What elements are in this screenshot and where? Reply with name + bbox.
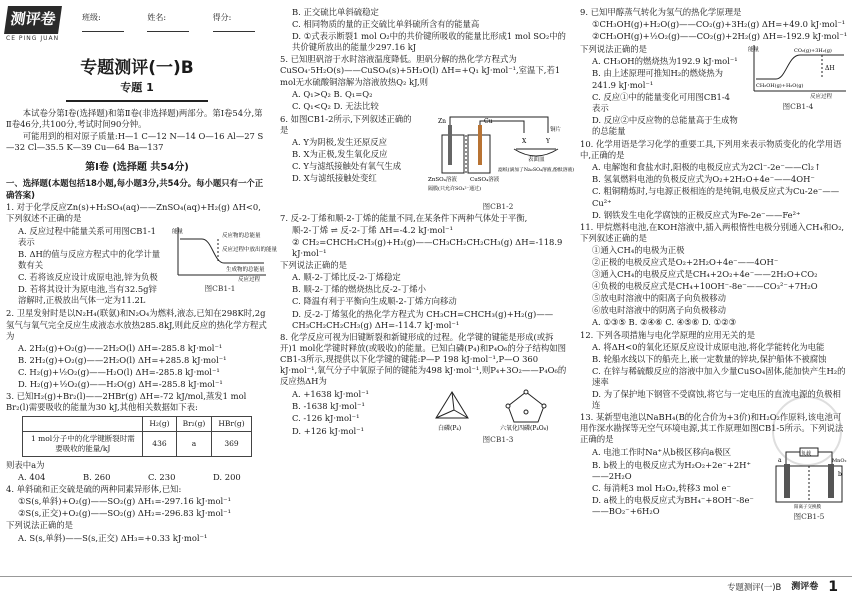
fig1-axis-energy: 能量 — [172, 228, 184, 235]
question-6-stem: 6. 如图CB1-2所示,下列叙述正确的是 — [280, 113, 412, 135]
question-7-ask: 下列说法正确的是 — [280, 260, 347, 271]
question-13-option-d: D. a极上的电极反应式为BH₄⁻+8OH⁻-8e⁻——BO₂⁻+6H₂O — [592, 494, 754, 516]
question-9-option-c: C. 反应①中的能量变化可用图CB1-4表示 — [592, 91, 730, 113]
question-13-option-c: C. 每消耗3 mol H₂O₂,转移3 mol e⁻ — [592, 482, 731, 493]
fig5-label-b: b — [838, 471, 842, 479]
question-7-eq-2: ② CH₂=CHCH₂CH₃(g)+H₂(g)——CH₃CH₂CH₂CH₃(g) ΔH=-118.9 kJ·mol⁻¹ — [292, 237, 563, 259]
fig2-label-cu: Cu — [484, 117, 493, 125]
fig5-label-a: a — [778, 457, 782, 465]
column-right — [580, 6, 848, 576]
question-8-stem: 8. 化学反应可视为旧键断裂和新键形成的过程。化学键的键能是形成(或拆开)1 mol化学键时释放(或吸收)的能量。已知白磷(P₄)和P₄O₆的分子结构如图CB1-3所示,现提供以下化学键的键能:P—P 198 kJ·mol⁻¹,P—O 360 kJ·mol⁻¹,氧气分子中氧原子间的键能为498 kJ·mol⁻¹,则P₄+3O₂——P₄O₆的反应热ΔH为 — [280, 331, 567, 387]
question-12-option-b: B. 轮船水线以下的船壳上,嵌一定数量的锌块,保护船体不被腐蚀 — [592, 353, 827, 364]
fig2-label-filter-paper: 滤纸(滴加了Na₂SO₄溶液,酚酞溶液) — [498, 167, 575, 173]
question-2-option-d: D. H₂(g)+½O₂(g)——H₂O(g) ΔH=-285.8 kJ·mol⁻¹ — [18, 379, 223, 390]
question-3-ask: 则表中a为 — [6, 459, 45, 470]
question-3-option-c: C. 230 — [148, 472, 176, 483]
header — [6, 6, 268, 43]
question-8-option-d: D. +126 kJ·mol⁻¹ — [292, 425, 364, 436]
figure-caption: 图CB1-1 — [204, 283, 236, 293]
question-7-stem: 7. 反-2-丁烯和顺-2-丁烯的能量不同,在某条件下两种气体处于平衡, — [280, 212, 528, 223]
question-2-stem: 2. 卫星发射时是以N₂H₄(联氨)和N₂O₄为燃料,液态,已知在298K时,2g氢气与氧气完全反应生成液态水放热285.8kJ,则此反应的热化学方程式为 — [6, 308, 267, 341]
question-9-ask: 下列说法正确的是 — [580, 44, 647, 55]
figure-cb1-1 — [172, 225, 278, 308]
question-3-stem: 3. 已知H₂(g)+Br₂(l)——2HBr(g) ΔH=-72 kJ/mol,蒸发1 mol Br₂(l)需要吸收的能量为30 kJ,其他相关数据如下表: — [6, 391, 247, 413]
question-7-eq-1: 顺-2-丁烯 ⇌ 反-2-丁烯 ΔH=-4.2 kJ·mol⁻¹ — [292, 224, 453, 235]
figure-cb1-4 — [748, 43, 848, 138]
question-12-option-d: D. 为了保护地下钢管不受腐蚀,将它与一定电压的直流电源的负极相连 — [592, 389, 841, 411]
figure-caption: 图CB1-4 — [782, 102, 814, 112]
column-middle — [280, 6, 575, 576]
fig5-label-load: 负载 — [801, 451, 812, 458]
question-4-ask: 下列说法正确的是 — [6, 520, 73, 531]
question-9-option-d: D. 反应②中反应物的总能量高于生成物的总能量 — [592, 114, 738, 136]
fig2-label-membrane: 隔膜(只允许SO₄²⁻通过) — [428, 185, 482, 192]
page-subtitle: 专题 1 — [120, 81, 154, 95]
fig1-label-released: 反应过程中放出的能量 — [222, 246, 278, 253]
question-11-options: A. ①③⑤ B. ②④⑥ C. ④⑤⑥ D. ①②③ — [592, 317, 737, 328]
fig3-label-p4o6: 六氧化四磷(P₄O₆) — [500, 425, 549, 433]
question-7-option-b: B. 顺-2-丁烯的燃烧热比反-2-丁烯小 — [292, 284, 426, 295]
question-6-option-a: A. Y为阴极,发生还原反应 — [292, 137, 387, 148]
table-cell: 436 — [143, 432, 176, 457]
question-13-stem: 13. 某新型电池以NaBH₄(B的化合价为+3价)和H₂O₂作原料,该电池可用作深水勘探等无空气环境电源,其工作原理如图CB1-5所示。下列说法正确的是 — [580, 412, 844, 445]
logo-subtitle: CE PING JUAN — [6, 35, 60, 42]
question-13-option-a: A. 电池工作时Na⁺从b极区移向a极区 — [592, 447, 731, 458]
question-4-option-d: D. ①式表示断裂1 mol O₂中的共价键所吸收的能量比形成1 mol SO₂中的共价键所放出的能量少297.16 kJ — [292, 31, 566, 53]
fig2-label-dish: 表面皿 — [528, 156, 545, 163]
question-2-option-b: B. 2H₂(g)+O₂(g)——2H₂O(l) ΔH=+285.8 kJ·mol⁻¹ — [18, 354, 227, 365]
page-number: 1 — [828, 579, 838, 596]
question-1-option-b: B. ΔH的值与反应方程式中的化学计量数有关 — [18, 248, 161, 271]
watermark-seal — [772, 396, 842, 466]
fig1-axis-process: 反应过程 — [238, 276, 261, 283]
fig2-label-x: X — [522, 137, 527, 145]
question-11-item-6: ⑥放电时溶液中的阴离子向负极移动 — [592, 305, 726, 316]
fig5-label-mno2: MnO₂ — [832, 458, 847, 465]
fig2-label-zn: Zn — [438, 117, 447, 125]
question-8-option-c: C. -126 kJ·mol⁻¹ — [292, 413, 360, 424]
question-12-option-c: C. 在锌与稀硫酸反应的溶液中加入少量CuSO₄固体,能加快产生H₂的速率 — [592, 365, 846, 387]
question-5-options-ab: A. Q₁>Q₂ B. Q₁=Q₂ — [292, 88, 373, 99]
table-head-cell: HBr(g) — [212, 417, 251, 432]
table-head-cell: H₂(g) — [143, 417, 176, 432]
question-6-option-b: B. X为正极,发生氧化反应 — [292, 149, 388, 160]
question-12-stem: 12. 下列各项措施与电化学原理的应用无关的是 — [580, 329, 756, 340]
fig2-label-copper-sheet: 铜片 — [550, 126, 562, 133]
fig2-label-znso4: ZnSO₄溶液 — [428, 176, 457, 183]
question-5-options-cd: C. Q₁<Q₂ D. 无法比较 — [292, 100, 379, 111]
question-7-option-a: A. 顺-2-丁烯比反-2-丁烯稳定 — [292, 272, 401, 283]
student-info-fields — [82, 13, 268, 36]
fig4-axis-energy: 能量 — [748, 47, 760, 54]
fig1-label-products: 生成物的总能量 — [226, 266, 265, 273]
question-6-option-d: D. X与滤纸接触处变红 — [292, 173, 377, 184]
question-1-option-a: A. 反应过程中能量关系可用图CB1-1表示 — [18, 225, 156, 247]
question-7-option-d: D. 反-2-丁烯氢化的热化学方程式为 CH₃CH=CHCH₃(g)+H₂(g)——CH₃CH₂CH₂CH₃(g) ΔH=-114.7 kJ·mol⁻¹ — [292, 308, 554, 330]
table-cell: 1 mol分子中的化学键断裂时需要吸收的能量/kJ — [23, 432, 143, 457]
footer-brand: 测评卷 — [791, 581, 819, 592]
bond-energy-table — [22, 416, 251, 457]
fig4-axis-process: 反应过程 — [810, 94, 833, 101]
fig4-label-dh: ΔH — [825, 65, 835, 73]
question-11-item-4: ④负极的电极反应式是CH₄+10OH⁻-8e⁻——CO₃²⁻+7H₂O — [592, 281, 818, 292]
fig2-label-y: Y — [546, 137, 550, 145]
question-13-option-b: B. b极上的电极反应式为H₂O₂+2e⁻+2H⁺——2H₂O — [592, 459, 751, 481]
fig1-label-reactants: 反应物的总能量 — [222, 232, 261, 239]
question-3-option-a: A. 404 — [18, 472, 46, 483]
question-11-item-3: ③通入CH₄的电极反应式是CH₄+2O₂+4e⁻——2H₂O+CO₂ — [592, 269, 818, 280]
question-9-option-b: B. 由上述原理可推知H₂的燃烧热为241.9 kJ·mol⁻¹ — [592, 68, 724, 90]
question-8-option-a: A. +1638 kJ·mol⁻¹ — [292, 389, 369, 400]
question-11-stem: 11. 甲烷燃料电池,在KOH溶液中,插入两根惰性电极分别通入CH₄和O₂,下列叙述正确的是 — [580, 221, 845, 243]
figure-cb1-3 — [428, 388, 568, 445]
page-footer — [0, 576, 852, 598]
question-4-eq-1: ①S(s,单斜)+O₂(g)——SO₂(g) ΔH₁=-297.16 kJ·mol⁻¹ — [18, 496, 231, 507]
question-4-option-a: A. S(s,单斜)——S(s,正交) ΔH₃=+0.33 kJ·mol⁻¹ — [18, 532, 208, 543]
fig2-label-cuso4: CuSO₄溶液 — [470, 176, 500, 183]
section-note: 一、选择题(本题包括18小题,每小题3分,共54分。每小题只有一个正确答案) — [6, 178, 264, 200]
question-1-stem: 1. 对于化学反应Zn(s)+H₂SO₄(aq)——ZnSO₄(aq)+H₂(g) ΔH<0,下列叙述不正确的是 — [6, 201, 261, 223]
name-field: 姓名: — [147, 13, 202, 36]
question-3-option-d: D. 200 — [213, 472, 241, 483]
question-1-option-c: C. 若将该反应设计成原电池,锌为负极 — [18, 272, 158, 283]
question-11-item-1: ①通入CH₄的电极为正极 — [592, 244, 685, 255]
logo: 测评卷 — [4, 6, 62, 34]
question-2-option-c: C. H₂(g)+½O₂(g)——H₂O(l) ΔH=-285.8 kJ·mol⁻¹ — [18, 366, 220, 377]
atomic-masses: 可能用到的相对原子质量:H—1 C—12 N—14 O—16 Al—27 S—32 Cl—35.5 K—39 Cu—64 Ba—137 — [6, 131, 264, 153]
question-10-option-d: D. 钢铁发生电化学腐蚀的正极反应式为Fe-2e⁻——Fe²⁺ — [592, 209, 801, 220]
question-6-option-c: C. Y与滤纸接触处有氧气生成 — [292, 161, 402, 172]
question-11-item-2: ②正极的电极反应式是O₂+2H₂O+4e⁻——4OH⁻ — [592, 256, 779, 267]
question-12-option-a: A. 将ΔH<0的氧化还原反应设计成原电池,将化学能转化为电能 — [592, 341, 825, 352]
table-head-cell — [23, 417, 143, 432]
question-1-option-d: D. 若将其设计为原电池,当有32.5g锌溶解时,正极放出气体一定为11.2L — [18, 284, 157, 306]
exam-intro: 本试卷分第Ⅰ卷(选择题)和第Ⅱ卷(非选择题)两部分。第Ⅰ卷54分,第Ⅱ卷46分,共100分,考试时间90分钟。 — [6, 107, 263, 129]
question-10-option-b: B. 氢氧燃料电池的负极反应式为O₂+2H₂O+4e⁻——4OH⁻ — [592, 174, 815, 185]
question-4-stem: 4. 单斜硫和正交硫是硫的两种同素异形体,已知: — [6, 484, 182, 495]
footer-label: 专题测评(一)B — [727, 581, 782, 592]
question-10-stem: 10. 化学用语是学习化学的重要工具,下列用来表示物质变化的化学用语中,正确的是 — [580, 139, 842, 161]
question-9-eq-1: ①CH₃OH(g)+H₂O(g)——CO₂(g)+3H₂(g) ΔH=+49.0 kJ·mol⁻¹ — [592, 19, 846, 30]
question-3-option-b: B. 260 — [83, 472, 111, 483]
table-cell: a — [176, 432, 212, 457]
fig4-label-reactants: CH₃OH(g)+H₂O(g) — [756, 83, 804, 90]
question-10-option-c: C. 粗铜精炼时,与电源正极相连的是纯铜,电极反应式为Cu-2e⁻——Cu²⁺ — [592, 186, 840, 208]
question-10-option-a: A. 电解饱和食盐水时,阳极的电极反应式为2Cl⁻-2e⁻——Cl₂↑ — [592, 162, 821, 173]
question-9-stem: 9. 已知甲醇蒸气转化为氢气的热化学原理是 — [580, 7, 742, 17]
question-11-item-5: ⑤放电时溶液中的阳离子向负极移动 — [592, 293, 726, 304]
figure-cb1-2 — [428, 113, 575, 212]
question-4-eq-2: ②S(s,正交)+O₂(g)——SO₂(g) ΔH₂=-296.83 kJ·mol⁻¹ — [18, 508, 231, 519]
question-8-option-b: B. -1638 kJ·mol⁻¹ — [292, 401, 365, 412]
question-7-option-c: C. 降温有利于平衡向生成顺-2-丁烯方向移动 — [292, 296, 457, 307]
table-cell: 369 — [212, 432, 251, 457]
question-9-eq-2: ②CH₃OH(g)+½O₂(g)——CO₂(g)+2H₂(g) ΔH=-192.9 kJ·mol⁻¹ — [592, 31, 848, 42]
class-field: 班级: — [82, 13, 137, 36]
section-heading: 第Ⅰ卷 (选择题 共54分) — [85, 162, 189, 174]
figure-caption: 图CB1-2 — [482, 201, 514, 211]
page-title: 专题测评(一)B — [80, 57, 194, 78]
question-5-stem: 5. 已知胆矾溶于水时溶液温度降低。胆矾分解的热化学方程式为CuSO₄·5H₂O(s)——CuSO₄(s)+5H₂O(l) ΔH=+Q₁ kJ·mol⁻¹,室温下,若1 mol无水硫酸铜溶解为溶液放热Q₂ kJ,则 — [280, 54, 561, 87]
fig5-label-membrane: 阳离子交换膜 — [794, 505, 821, 511]
question-2-option-a: A. 2H₂(g)+O₂(g)——2H₂O(l) ΔH=-285.8 kJ·mol⁻¹ — [18, 342, 223, 353]
column-left — [6, 6, 278, 576]
question-4-option-b: B. 正交硫比单斜硫稳定 — [292, 7, 379, 17]
question-4-option-c: C. 相同物质的量的正交硫比单斜硫所含有的能量高 — [292, 19, 480, 30]
fig3-label-white-p: 白磷(P₄) — [438, 425, 462, 433]
table-head-cell: Br₂(g) — [176, 417, 212, 432]
score-field: 得分: — [213, 13, 268, 36]
figure-caption: 图CB1-5 — [793, 511, 825, 521]
figure-caption: 图CB1-3 — [482, 435, 514, 445]
fig4-label-products: CO₂(g)+3H₂(g) — [794, 48, 832, 55]
question-9-option-a: A. CH₃OH的燃烧热为192.9 kJ·mol⁻¹ — [592, 56, 738, 67]
